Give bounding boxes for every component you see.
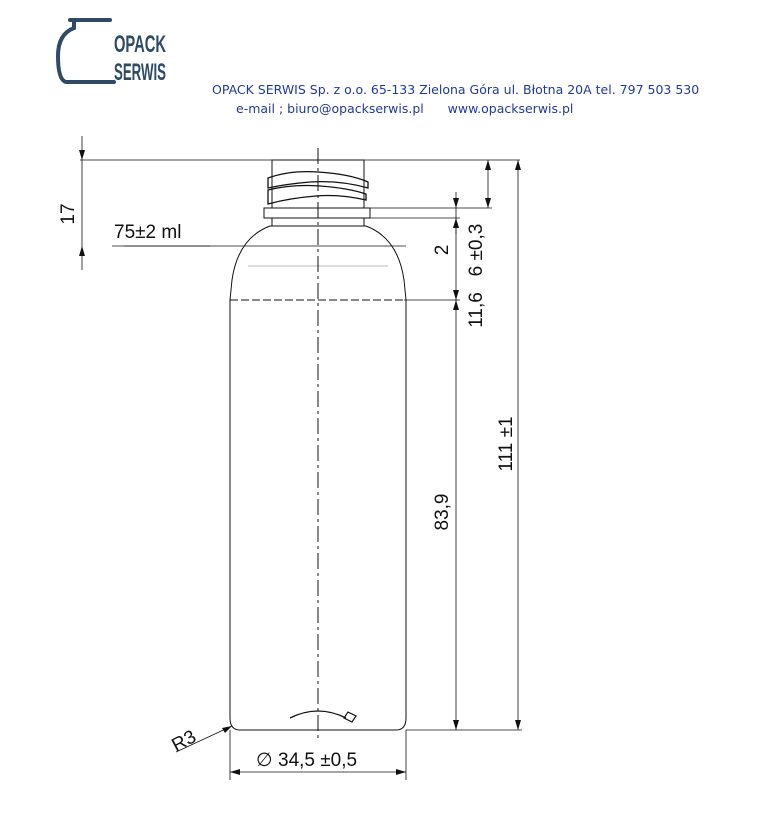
neck-ring: [264, 208, 370, 218]
arrow-6-top: [485, 160, 491, 170]
arrow-diameter-right: [396, 769, 406, 775]
email-text: e-mail ; biuro@opackserwis.pl: [236, 101, 424, 116]
logo-text-serwis: SERWIS: [114, 59, 166, 86]
company-address: OPACK SERWIS Sp. z o.o. 65-133 Zielona Góra ul. Błotna 20A tel. 797 503 530: [212, 82, 700, 97]
arrow-2-bottom: [453, 218, 459, 228]
arrow-2-top: [453, 198, 459, 208]
label-radius: R3: [168, 726, 200, 757]
label-body-height: 83,9: [432, 493, 453, 531]
arrow-111-bottom: [515, 720, 521, 730]
arrow-111-top: [515, 160, 521, 170]
thread-lower: [268, 186, 366, 205]
label-shoulder: 11,6: [466, 292, 487, 328]
arrow-17-bottom: [79, 246, 85, 256]
label-neck-ring: 2: [432, 244, 453, 256]
logo-text-opack: OPACK: [114, 31, 167, 58]
label-total-height: 111 ±1: [496, 416, 517, 472]
label-neck-tolerance: 6 ±0,3: [466, 223, 487, 277]
label-thread-height: 17: [58, 203, 79, 225]
arrow-17-top: [79, 150, 85, 160]
arrow-11-6-bottom: [453, 290, 459, 300]
arrow-r3: [222, 726, 232, 733]
website-link[interactable]: www.opackserwis.pl: [447, 101, 574, 116]
base-mark: [344, 712, 356, 722]
label-capacity: 75±2 ml: [114, 222, 182, 243]
arrow-diameter-left: [230, 769, 240, 775]
arrow-83-9-top: [453, 300, 459, 310]
arrow-6-bottom: [485, 198, 491, 208]
label-diameter: 34,5 ±0,5: [278, 750, 358, 771]
label-diameter-symbol: ∅: [256, 750, 273, 771]
arrow-83-9-bottom: [453, 720, 459, 730]
